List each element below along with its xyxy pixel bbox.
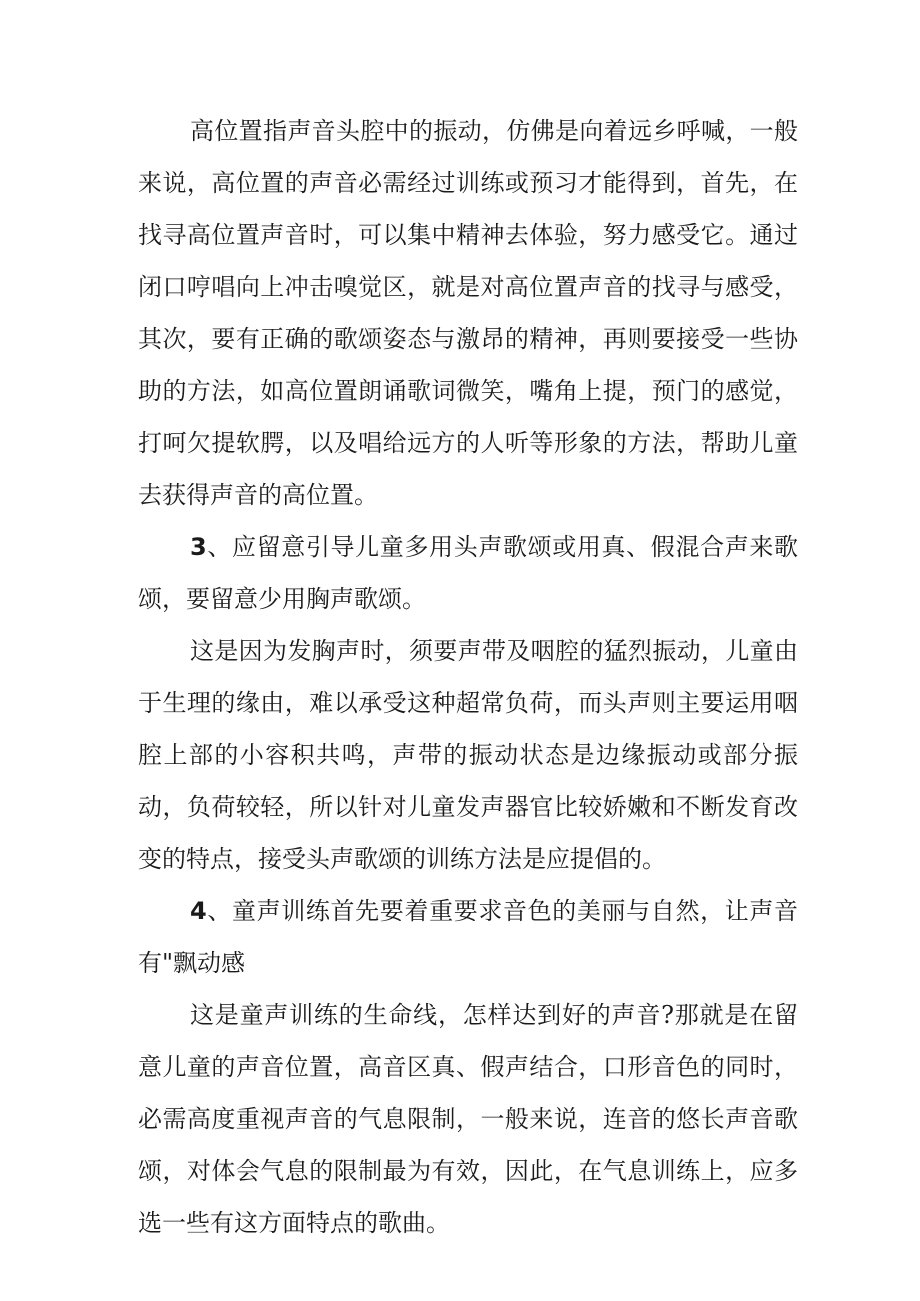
paragraph-chest-voice-reason: [138, 625, 798, 885]
paragraph-timbre-heading: [138, 885, 798, 989]
paragraph-lifeline: [138, 989, 798, 1249]
section-number: 3: [190, 533, 207, 561]
paragraph-text: 这是童声训练的生命线，怎样达到好的声音?那就是在留意儿童的声音位置，高音区真、假声结合，口形音色的同时，必需高度重视声音的气息限制，一般来说，连音的悠长声音歌颂，对体会气息的限制最为有效，因此，在气息训练上，应多选一些有这方面特点的歌曲。: [138, 1001, 798, 1237]
paragraph-text: 高位置指声音头腔中的振动，仿佛是向着远乡呼喊，一般来说，高位置的声音必需经过训练或预习才能得到，首先，在找寻高位置声音时，可以集中精神去体验，努力感受它。通过闭口哼唱向上冲击嗅觉区，就是对高位置声音的找寻与感受，其次，要有正确的歌颂姿态与激昂的精神，再则要接受一些协助的方法，如高位置朗诵歌词微笑，嘴角上提，预门的感觉，打呵欠提软腭，以及唱给远方的人听等形象的方法，帮助儿童去获得声音的高位置。: [138, 117, 798, 509]
paragraph-text: 这是因为发胸声时，须要声带及咽腔的猛烈振动，儿童由于生理的缘由，难以承受这种超常负荷，而头声则主要运用咽腔上部的小容积共鸣，声带的振动状态是边缘振动或部分振动，负荷较轻，所以针对儿童发声器官比较娇嫩和不断发育改变的特点，接受头声歌颂的训练方法是应提倡的。: [138, 637, 798, 873]
paragraph-high-position: [138, 105, 798, 521]
paragraph-text: 、应留意引导儿童多用头声歌颂或用真、假混合声来歌颂，要留意少用胸声歌颂。: [138, 533, 798, 613]
paragraph-head-voice-heading: [138, 521, 798, 625]
document-body: [138, 105, 798, 1249]
section-number: 4: [190, 897, 207, 925]
paragraph-text: 、童声训练首先要着重要求音色的美丽与自然，让声音有"飘动感: [138, 897, 798, 977]
